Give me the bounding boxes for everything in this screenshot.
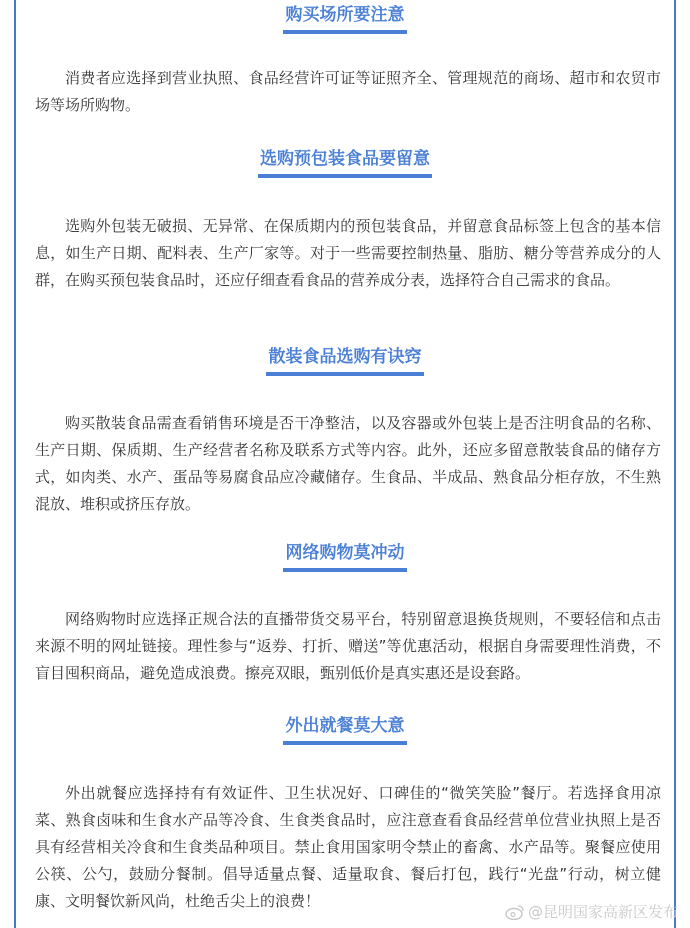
section-heading: 选购预包装食品要留意 <box>260 149 430 169</box>
section-heading: 网络购物莫冲动 <box>285 543 405 563</box>
heading-underline <box>258 174 432 178</box>
section-venue <box>0 2 690 34</box>
weibo-icon <box>505 904 525 920</box>
section-online-shopping <box>0 540 690 572</box>
section-prepackaged <box>0 146 690 178</box>
section-dining-out <box>0 713 690 745</box>
section-heading: 外出就餐莫大意 <box>285 716 405 736</box>
watermark <box>505 901 678 922</box>
section-heading: 购买场所要注意 <box>285 5 405 25</box>
heading-underline <box>283 741 407 745</box>
section-paragraph: 外出就餐应选择持有有效证件、卫生状况好、口碑佳的“微笑笑脸”餐厅。若选择食用凉菜、熟食卤味和生食水产品等冷食、生食类食品时，应注意查看食品经营单位营业执照上是否具有经营相关冷食和生食类品种项目。禁止食用国家明令禁止的畜禽、水产品等。聚餐应使用公筷、公勺，鼓励分餐制。倡导适量点餐、适量取食、餐后打包，践行“光盘”行动，树立健康、文明餐饮新风尚，杜绝舌尖上的浪费！ <box>35 784 661 910</box>
watermark-text: @昆明国家高新区发布 <box>527 903 678 921</box>
section-heading: 散装食品选购有诀窍 <box>268 347 422 367</box>
section-paragraph: 选购外包装无破损、无异常、在保质期内的预包装食品，并留意食品标签上包含的基本信息，如生产日期、配料表、生产厂家等。对于一些需要控制热量、脂肪、糖分等营养成分的人群，在购买预包装食品时，还应仔细查看食品的营养成分表，选择符合自己需求的食品。 <box>35 217 661 289</box>
section-paragraph: 消费者应选择到营业执照、食品经营许可证等证照齐全、管理规范的商场、超市和农贸市场等场所购物。 <box>35 69 661 114</box>
section-paragraph: 购买散装食品需查看销售环境是否干净整洁，以及容器或外包装上是否注明食品的名称、生产日期、保质期、生产经营者名称及联系方式等内容。此外，还应多留意散装食品的储存方式，如肉类、水产、蛋品等易腐食品应冷藏储存。生食品、半成品、熟食品分柜存放，不生熟混放、堆积或挤压存放。 <box>35 414 661 513</box>
heading-underline <box>266 372 424 376</box>
heading-underline <box>283 30 407 34</box>
section-paragraph: 网络购物时应选择正规合法的直播带货交易平台，特别留意退换货规则，不要轻信和点击来源不明的网址链接。理性参与“返券、打折、赠送”等优惠活动，根据自身需要理性消费，不盲目囤积商品，避免造成浪费。擦亮双眼，甄别低价是真实惠还是设套路。 <box>35 610 661 682</box>
section-bulk-food <box>0 344 690 376</box>
heading-underline <box>283 568 407 572</box>
